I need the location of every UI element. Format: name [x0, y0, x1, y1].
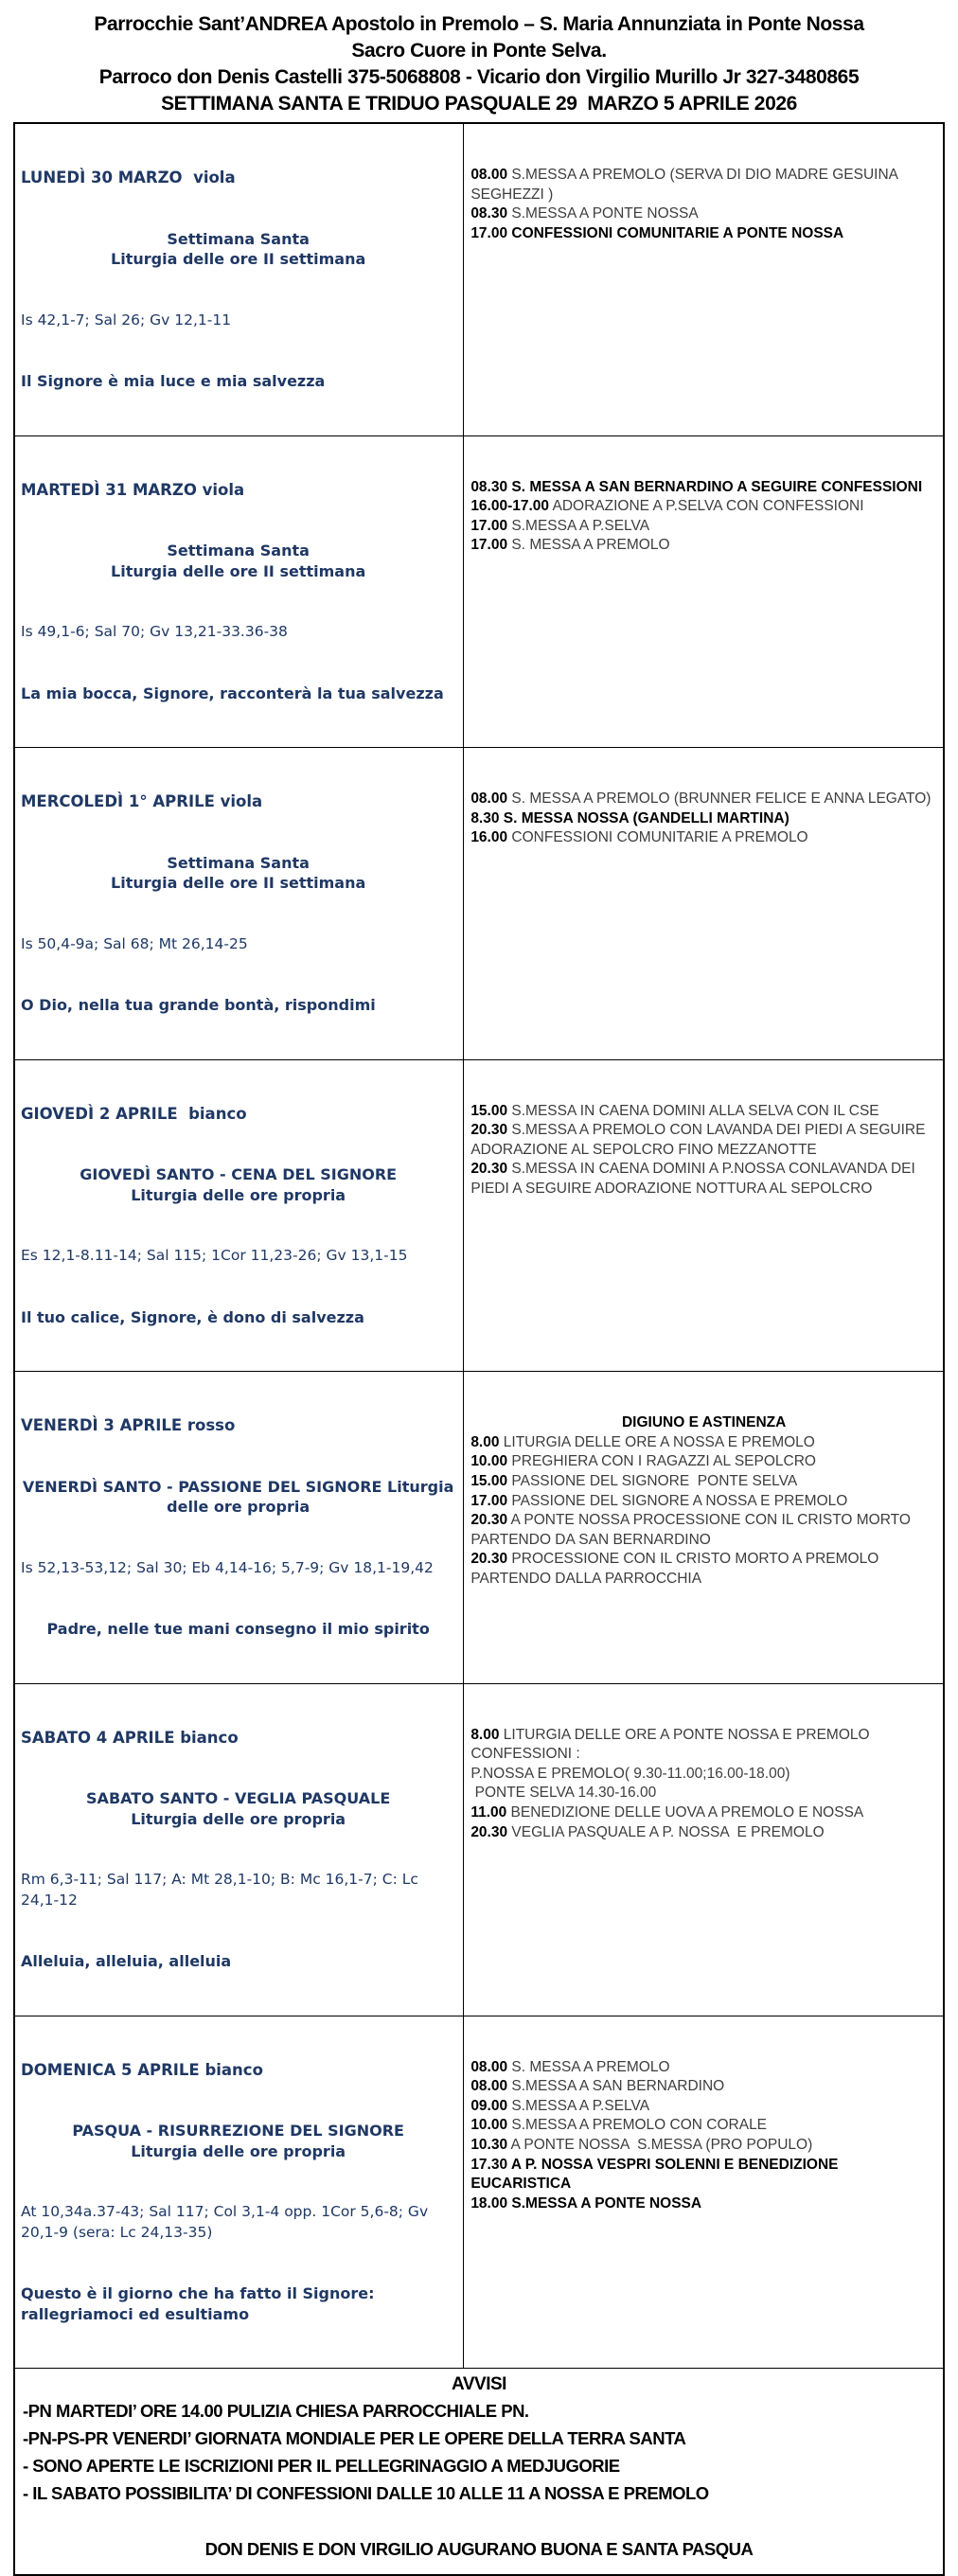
- schedule-row: [15, 1684, 943, 2016]
- readings: Is 49,1-6; Sal 70; Gv 13,21-33.36-38: [21, 623, 288, 640]
- event-time: 17.00: [470, 224, 508, 241]
- event-time: 11.00: [470, 1804, 507, 1821]
- event-time: 08.30: [470, 478, 508, 495]
- liturgy-heading: Settimana Santa: [167, 542, 310, 560]
- avvisi-item: -PN MARTEDI’ ORE 14.00 PULIZIA CHIESA PARROCCHIALE PN.: [23, 2401, 529, 2421]
- day-title: VENERDÌ 3 APRILE rosso: [21, 1416, 236, 1434]
- week-title: SETTIMANA SANTA E TRIDUO PASQUALE 29 MARZO 5 APRILE 2026: [161, 93, 797, 115]
- events-list: [470, 1102, 937, 1199]
- event-line: PONTE SELVA 14.30-16.00: [470, 1785, 657, 1802]
- day-title: DOMENICA 5 APRILE bianco: [21, 2060, 263, 2079]
- psalm-response: O Dio, nella tua grande bontà, rispondimi: [21, 996, 376, 1014]
- event-line: 08.00 S. MESSA A PREMOLO: [470, 2058, 670, 2075]
- events-cell: [464, 1684, 943, 2016]
- liturgy-headings: [21, 1164, 455, 1205]
- events-list: [470, 790, 937, 848]
- event-time: 08.00: [470, 167, 508, 184]
- event-line: 10.00 S.MESSA A PREMOLO CON CORALE: [470, 2117, 768, 2134]
- event-line: 8.00 LITURGIA DELLE ORE A PONTE NOSSA E PREMOLO: [470, 1726, 870, 1743]
- events-list: [470, 1413, 937, 1589]
- event-line: 08.00 S.MESSA A PREMOLO (SERVA DI DIO MADRE GESUINA SEGHEZZI ): [470, 167, 902, 203]
- day-title: GIOVEDÌ 2 APRILE bianco: [21, 1104, 247, 1123]
- liturgy-headings: [21, 1788, 455, 1829]
- event-time: 20.30: [470, 1512, 508, 1529]
- liturgy-heading: Settimana Santa: [167, 229, 310, 248]
- day-title: MARTEDÌ 31 MARZO viola: [21, 480, 245, 499]
- event-time: 17.00: [470, 537, 508, 554]
- schedule-row: [15, 1060, 943, 1373]
- events-cell: [464, 124, 943, 435]
- event-time: 08.00: [470, 2058, 508, 2075]
- event-time: 8.30: [470, 809, 500, 826]
- event-line: P.NOSSA E PREMOLO( 9.30-11.00;16.00-18.00): [470, 1765, 790, 1782]
- event-line: 20.30 A PONTE NOSSA PROCESSIONE CON IL CRISTO MORTO PARTENDO DA SAN BERNARDINO: [470, 1512, 915, 1548]
- liturgy-headings: [21, 229, 455, 270]
- liturgy-heading: Liturgia delle ore II settimana: [111, 561, 366, 580]
- avvisi-section: [15, 2369, 943, 2574]
- event-time: 08.30: [470, 205, 508, 222]
- schedule-row: [15, 124, 943, 436]
- event-line: 10.30 A PONTE NOSSA S.MESSA (PRO POPULO): [470, 2137, 813, 2154]
- readings: Is 50,4-9a; Sal 68; Mt 26,14-25: [21, 934, 248, 952]
- psalm-response: Alleluia, alleluia, alleluia: [21, 1952, 232, 1970]
- psalm-response: Questo è il giorno che ha fatto il Signore: rallegriamoci ed esultiamo: [21, 2284, 381, 2323]
- day-cell: [15, 1060, 464, 1372]
- liturgy-heading: Liturgia delle ore II settimana: [111, 874, 366, 892]
- liturgy-headings: [21, 853, 455, 894]
- liturgy-heading: Liturgia delle ore propria: [131, 1185, 346, 1204]
- day-cell: [15, 124, 464, 435]
- event-line: 09.00 S.MESSA A P.SELVA: [470, 2097, 650, 2114]
- event-time: 08.00: [470, 2078, 508, 2095]
- liturgy-heading: delle ore propria: [167, 1498, 310, 1516]
- event-line: 17.00 S. MESSA A PREMOLO: [470, 537, 670, 554]
- event-line: 16.00 CONFESSIONI COMUNITARIE A PREMOLO: [470, 829, 808, 846]
- day-title: MERCOLEDÌ 1° APRILE viola: [21, 792, 263, 810]
- day-title: LUNEDÌ 30 MARZO viola: [21, 169, 236, 187]
- event-line: 17.00 S.MESSA A P.SELVA: [470, 517, 650, 534]
- event-line: 20.30 PROCESSIONE CON IL CRISTO MORTO A PREMOLO PARTENDO DALLA PARROCCHIA: [470, 1551, 883, 1587]
- liturgy-headings: [21, 1477, 455, 1518]
- event-time: 16.00-17.00: [470, 498, 550, 515]
- avvisi-footer: DON DENIS E DON VIRGILIO AUGURANO BUONA E SANTA PASQUA: [204, 2539, 754, 2559]
- event-time: 17.00: [470, 1492, 508, 1509]
- event-line: 20.30 VEGLIA PASQUALE A P. NOSSA E PREMOLO: [470, 1823, 825, 1840]
- liturgy-headings: [21, 2121, 455, 2161]
- event-time: 20.30: [470, 1823, 508, 1840]
- contacts-line: Parroco don Denis Castelli 375-5068808 - Vicario don Virgilio Murillo Jr 327-3480865: [98, 66, 860, 88]
- day-cell: [15, 1372, 464, 1683]
- event-time: 20.30: [470, 1161, 508, 1178]
- schedule-row: [15, 2016, 943, 2370]
- event-line: 17.00 CONFESSIONI COMUNITARIE A PONTE NOSSA: [470, 224, 844, 241]
- event-time: 10.30: [470, 2137, 508, 2154]
- event-time: 8.00: [470, 1433, 500, 1450]
- event-line: 17.30 A P. NOSSA VESPRI SOLENNI E BENEDIZIONE EUCARISTICA: [470, 2156, 843, 2193]
- events-cell: [464, 1060, 943, 1372]
- event-time: 17.30: [470, 2156, 508, 2173]
- event-line: 10.00 PREGHIERA CON I RAGAZZI AL SEPOLCRO: [470, 1453, 816, 1470]
- event-time: 18.00: [470, 2194, 508, 2212]
- events-list: [470, 478, 937, 556]
- psalm-response: La mia bocca, Signore, racconterà la tua salvezza: [21, 684, 444, 702]
- events-header: DIGIUNO E ASTINENZA: [621, 1414, 787, 1431]
- liturgy-heading: PASQUA - RISURREZIONE DEL SIGNORE: [72, 2122, 404, 2140]
- readings: Is 42,1-7; Sal 26; Gv 12,1-11: [21, 311, 232, 329]
- event-line: CONFESSIONI :: [470, 1746, 580, 1763]
- psalm-response: Padre, nelle tue mani consegno il mio spirito: [46, 1620, 430, 1638]
- event-time: 15.00: [470, 1472, 508, 1489]
- event-time: 08.00: [470, 791, 508, 808]
- event-time: 10.00: [470, 2117, 508, 2134]
- event-time: 09.00: [470, 2097, 508, 2114]
- parish-title-line2: Sacro Cuore in Ponte Selva.: [351, 40, 607, 62]
- day-cell: [15, 2016, 464, 2369]
- psalm-response: Il Signore è mia luce e mia salvezza: [21, 372, 326, 390]
- event-line: 08.00 S.MESSA A SAN BERNARDINO: [470, 2078, 725, 2095]
- event-line: 8.30 S. MESSA NOSSA (GANDELLI MARTINA): [470, 809, 789, 826]
- event-line: 8.00 LITURGIA DELLE ORE A NOSSA E PREMOLO: [470, 1433, 815, 1450]
- liturgy-heading: Settimana Santa: [167, 853, 310, 872]
- avvisi-item: - IL SABATO POSSIBILITA’ DI CONFESSIONI DALLE 10 ALLE 11 A NOSSA E PREMOLO: [23, 2483, 709, 2503]
- event-line: 11.00 BENEDIZIONE DELLE UOVA A PREMOLO E NOSSA: [470, 1804, 864, 1821]
- event-time: 15.00: [470, 1102, 508, 1119]
- event-line: 16.00-17.00 ADORAZIONE A P.SELVA CON CONFESSIONI: [470, 498, 864, 515]
- liturgy-heading: GIOVEDÌ SANTO - CENA DEL SIGNORE: [80, 1165, 398, 1183]
- events-list: [470, 2058, 937, 2214]
- event-line: 08.00 S. MESSA A PREMOLO (BRUNNER FELICE E ANNA LEGATO): [470, 791, 931, 808]
- events-cell: [464, 748, 943, 1059]
- event-time: 20.30: [470, 1122, 508, 1139]
- schedule-row: [15, 436, 943, 749]
- events-cell: [464, 1372, 943, 1683]
- avvisi-items: [23, 2397, 935, 2507]
- day-cell: [15, 1684, 464, 2016]
- liturgy-headings: [21, 541, 455, 581]
- day-cell: [15, 436, 464, 748]
- event-line: 20.30 S.MESSA A PREMOLO CON LAVANDA DEI PIEDI A SEGUIRE ADORAZIONE AL SEPOLCRO FINO MEZZANOTTE: [470, 1122, 929, 1158]
- liturgy-heading: Liturgia delle ore II settimana: [111, 250, 366, 268]
- event-time: 10.00: [470, 1453, 508, 1470]
- events-cell: [464, 436, 943, 748]
- event-line: 20.30 S.MESSA IN CAENA DOMINI A P.NOSSA CONLAVANDA DEI PIEDI A SEGUIRE ADORAZIONE NOTTURA AL SEPOLCRO: [470, 1161, 920, 1198]
- schedule-body: [15, 124, 943, 2369]
- avvisi-title: AVVISI: [452, 2374, 506, 2394]
- liturgy-heading: SABATO SANTO - VEGLIA PASQUALE: [86, 1789, 391, 1807]
- event-line: 17.00 PASSIONE DEL SIGNORE A NOSSA E PREMOLO: [470, 1492, 848, 1509]
- event-time: 17.00: [470, 517, 508, 534]
- avvisi-item: - SONO APERTE LE ISCRIZIONI PER IL PELLEGRINAGGIO A MEDJUGORIE: [23, 2456, 620, 2476]
- readings: At 10,34a.37-43; Sal 117; Col 3,1-4 opp. 1Cor 5,6-8; Gv 20,1-9 (sera: Lc 24,13-35): [21, 2203, 434, 2241]
- event-time: 8.00: [470, 1726, 500, 1743]
- readings: Is 52,13-53,12; Sal 30; Eb 4,14-16; 5,7-9; Gv 18,1-19,42: [21, 1558, 434, 1576]
- schedule-table: [13, 122, 945, 2576]
- day-title: SABATO 4 APRILE bianco: [21, 1728, 239, 1747]
- event-line: 08.30 S.MESSA A PONTE NOSSA: [470, 205, 699, 222]
- schedule-row: [15, 1372, 943, 1684]
- event-line: 15.00 S.MESSA IN CAENA DOMINI ALLA SELVA CON IL CSE: [470, 1102, 879, 1119]
- event-line: 15.00 PASSIONE DEL SIGNORE PONTE SELVA: [470, 1472, 798, 1489]
- liturgy-heading: Liturgia delle ore propria: [131, 1809, 346, 1828]
- event-time: 16.00: [470, 829, 508, 846]
- schedule-row: [15, 748, 943, 1060]
- events-list: [470, 166, 937, 243]
- psalm-response: Il tuo calice, Signore, è dono di salvezza: [21, 1307, 364, 1326]
- parish-title-line1: Parrocchie Sant’ANDREA Apostolo in Premolo – S. Maria Annunziata in Ponte Nossa: [94, 13, 864, 35]
- day-cell: [15, 748, 464, 1059]
- readings: Es 12,1-8.11-14; Sal 115; 1Cor 11,23-26; Gv 13,1-15: [21, 1247, 408, 1264]
- events-cell: [464, 2016, 943, 2369]
- avvisi-item: -PN-PS-PR VENERDI’ GIORNATA MONDIALE PER LE OPERE DELLA TERRA SANTA: [23, 2428, 686, 2448]
- events-list: [470, 1726, 937, 1843]
- liturgy-heading: VENERDÌ SANTO - PASSIONE DEL SIGNORE Liturgia: [22, 1477, 454, 1496]
- liturgy-heading: Liturgia delle ore propria: [131, 2141, 346, 2160]
- readings: Rm 6,3-11; Sal 117; A: Mt 28,1-10; B: Mc 16,1-7; C: Lc 24,1-12: [21, 1871, 423, 1909]
- event-line: 18.00 S.MESSA A PONTE NOSSA: [470, 2194, 702, 2212]
- bulletin-header: [13, 11, 945, 117]
- event-line: 08.30 S. MESSA A SAN BERNARDINO A SEGUIRE CONFESSIONI: [470, 478, 923, 495]
- event-time: 20.30: [470, 1551, 508, 1568]
